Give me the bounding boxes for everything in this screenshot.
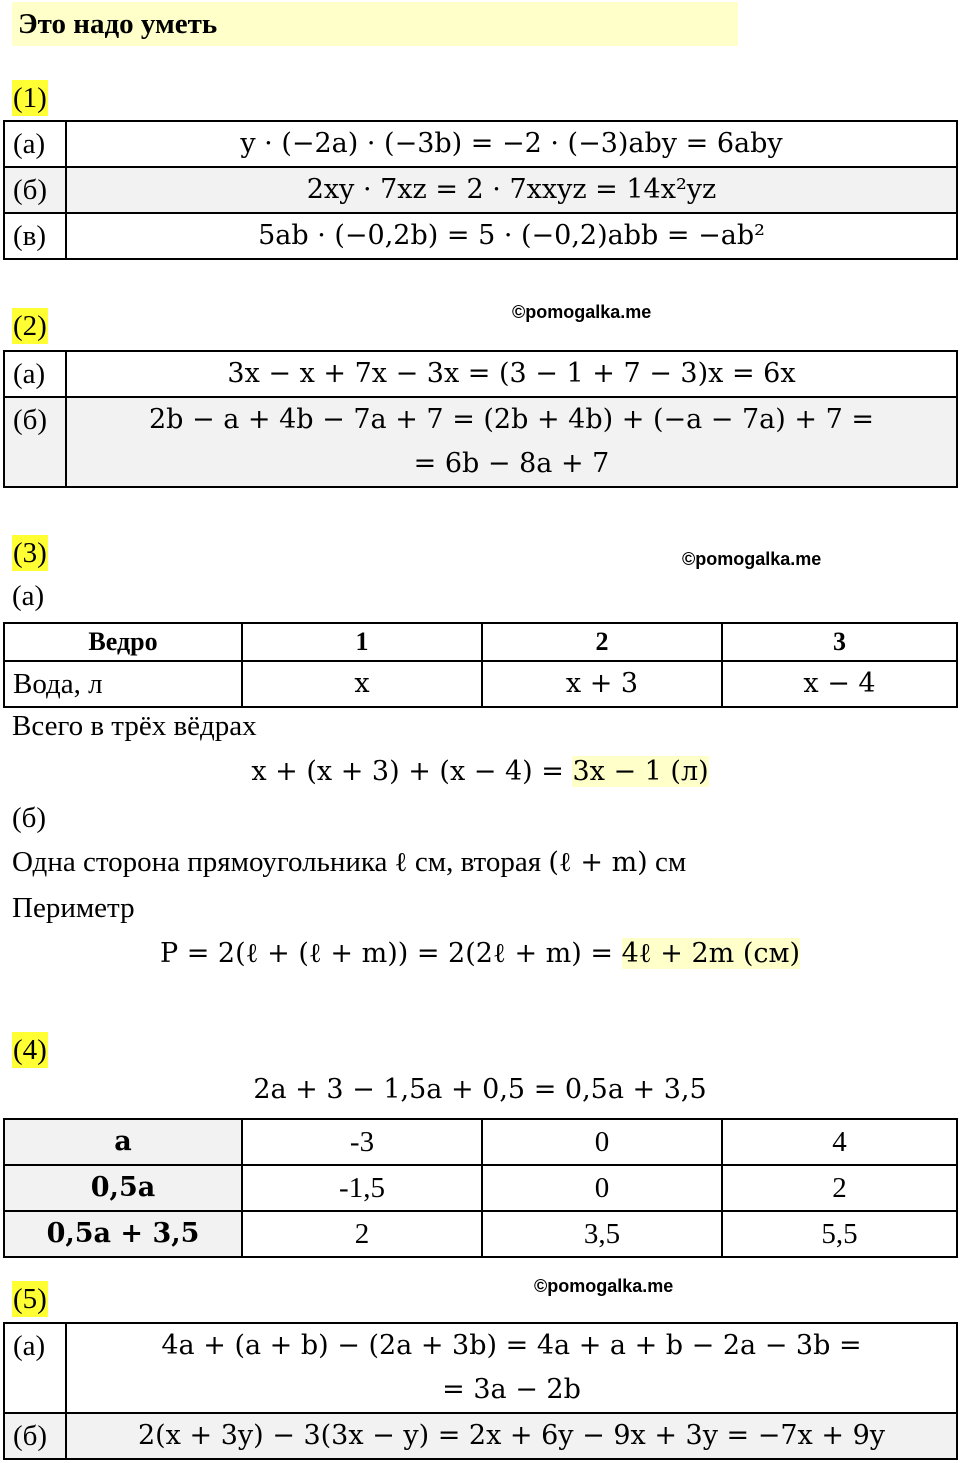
row-header: a [4, 1119, 242, 1165]
perimeter-expression: P = 2(ℓ + (ℓ + m)) = 2(2ℓ + m) = [159, 938, 622, 969]
table-cell: 3,5 [482, 1211, 722, 1257]
row-label: (а) [4, 1323, 66, 1413]
row-label: (б) [4, 1413, 66, 1459]
table-cell: x + 3 [482, 661, 722, 707]
row-label: (б) [4, 397, 66, 487]
column-header: Ведро [4, 623, 242, 661]
total-text: Всего в трёх вёдрах [12, 710, 257, 742]
row-header: 0,5a [4, 1165, 242, 1211]
table-row [4, 351, 957, 397]
expression: y · (−2a) · (−3b) = −2 · (−3)aby = 6aby [66, 121, 957, 167]
section-4-number: (4) [13, 1034, 47, 1066]
table-row [4, 397, 957, 487]
expression-line-2: = 6b − 8a + 7 [413, 448, 610, 479]
part-a-label: (а) [12, 580, 45, 612]
section-5-number: (5) [13, 1283, 47, 1315]
expression-line-1: 2b − a + 4b − 7a + 7 = (2b + 4b) + (−a − 7a) + 7 = [148, 404, 874, 435]
total-equation [0, 756, 960, 787]
table-row [4, 1165, 957, 1211]
table-row [4, 661, 957, 707]
perimeter-text: Периметр [12, 892, 135, 924]
column-header: 3 [722, 623, 957, 661]
section-1-table [3, 120, 958, 260]
perimeter-equation [0, 938, 960, 969]
section-2-number: (2) [13, 310, 47, 342]
section-4-expression: 2a + 3 − 1,5a + 0,5 = 0,5a + 3,5 [253, 1074, 707, 1105]
row-label: (б) [4, 167, 66, 213]
table-row [4, 1323, 957, 1413]
row-header: 0,5a + 3,5 [4, 1211, 242, 1257]
column-header: 1 [242, 623, 482, 661]
table-header-row [4, 623, 957, 661]
expression-line-2: = 3a − 2b [442, 1374, 581, 1405]
watermark: ©pomogalka.me [682, 549, 822, 569]
table-cell: 2 [722, 1165, 957, 1211]
row-label: (а) [4, 351, 66, 397]
section-2-table [3, 350, 958, 488]
table-cell: x [242, 661, 482, 707]
column-header: 2 [482, 623, 722, 661]
perimeter-answer: 4ℓ + 2m (см) [621, 938, 801, 969]
values-table [3, 1118, 958, 1258]
table-cell: 5,5 [722, 1211, 957, 1257]
table-cell: 0 [482, 1119, 722, 1165]
table-row [4, 1413, 957, 1459]
side-text: Одна сторона прямоугольника ℓ см, вторая (ℓ + m) см [12, 846, 687, 878]
expression: 3x − x + 7x − 3x = (3 − 1 + 7 − 3)x = 6x [66, 351, 957, 397]
watermark: ©pomogalka.me [534, 1276, 674, 1296]
expression: 2(x + 3y) − 3(3x − y) = 2x + 6y − 9x + 3y = −7x + 9y [66, 1413, 957, 1459]
row-label: (в) [4, 213, 66, 259]
table-cell: 0 [482, 1165, 722, 1211]
table-cell: 4 [722, 1119, 957, 1165]
section-1-number: (1) [13, 82, 47, 114]
table-row [4, 167, 957, 213]
section-3-number: (3) [13, 537, 47, 569]
total-expression: x + (x + 3) + (x − 4) = [251, 756, 573, 787]
expression: 2xy · 7xz = 2 · 7xxyz = 14x²yz [66, 167, 957, 213]
table-row [4, 121, 957, 167]
section-5-table [3, 1322, 958, 1460]
table-cell: 2 [242, 1211, 482, 1257]
table-cell: -1,5 [242, 1165, 482, 1211]
table-cell: x − 4 [722, 661, 957, 707]
total-answer: 3x − 1 (л) [572, 756, 709, 787]
row-header: Вода, л [4, 661, 242, 707]
row-label: (а) [4, 121, 66, 167]
table-row [4, 213, 957, 259]
bucket-table [3, 622, 958, 708]
expression-line-1: 4a + (a + b) − (2a + 3b) = 4a + a + b − 2a − 3b = [161, 1330, 862, 1361]
table-row [4, 1211, 957, 1257]
page-title: Это надо уметь [12, 2, 738, 46]
table-row [4, 1119, 957, 1165]
table-cell: -3 [242, 1119, 482, 1165]
expression: 5ab · (−0,2b) = 5 · (−0,2)abb = −ab² [66, 213, 957, 259]
watermark: ©pomogalka.me [512, 302, 652, 322]
part-b-label: (б) [12, 802, 47, 834]
expression [66, 1323, 957, 1413]
expression [66, 397, 957, 487]
